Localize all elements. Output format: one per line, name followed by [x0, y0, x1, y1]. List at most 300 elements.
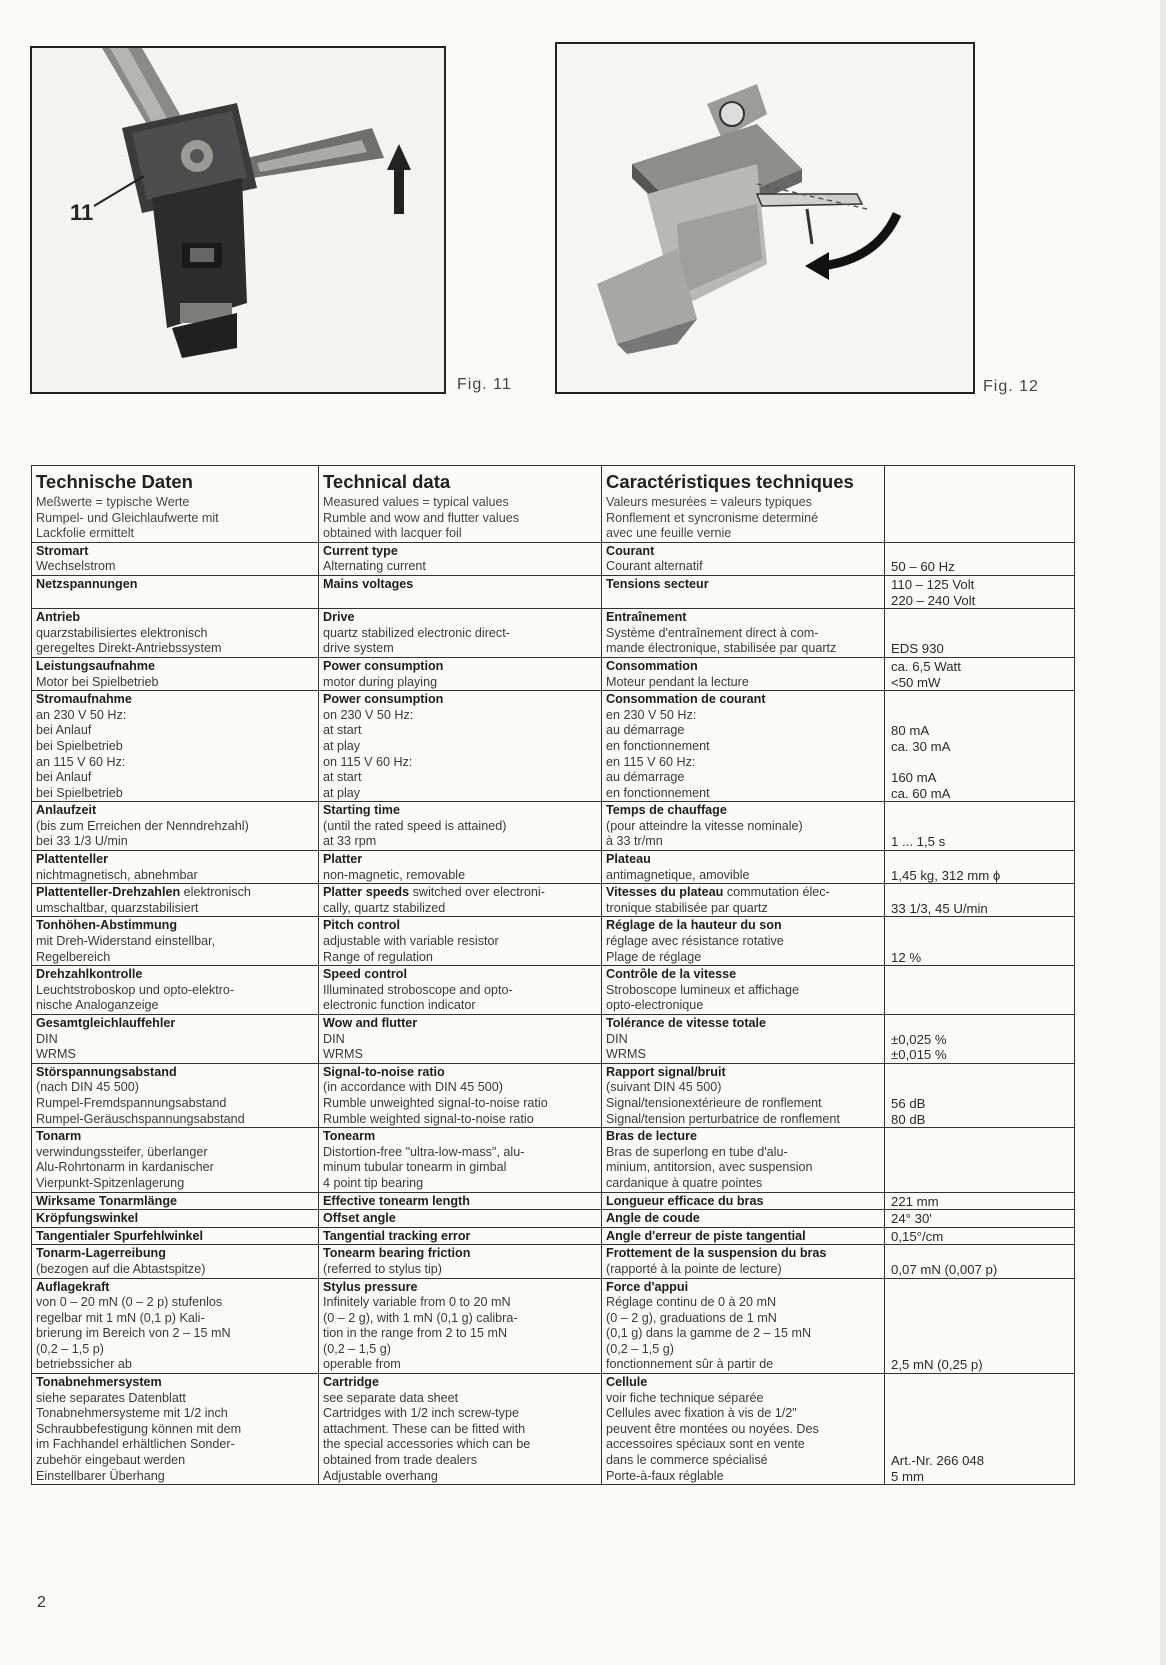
spec-line: quarzstabilisiertes elektronisch: [36, 625, 208, 640]
spec-line: Réglage continu de 0 à 20 mN: [606, 1295, 777, 1310]
spec-title: Wirksame Tonarmlänge: [36, 1193, 178, 1208]
spec-line: Plage de réglage: [606, 949, 702, 964]
spec-title: Tonarm: [36, 1129, 82, 1144]
spec-value: 1,45 kg, 312 mm ϕ: [891, 867, 1001, 883]
spec-title: Antrieb: [36, 610, 81, 625]
spec-line: an 115 V 60 Hz:: [36, 754, 126, 769]
spec-cell-en: [319, 884, 602, 917]
spec-line: dans le commerce spécialisé: [606, 1453, 768, 1468]
spec-line: cally, quartz stabilized: [323, 900, 446, 915]
spec-line: (0,1 g) dans la gamme de 2 – 15 mN: [606, 1326, 812, 1341]
spec-title: Current type: [323, 543, 398, 558]
spec-value: 110 – 125 Volt: [891, 576, 975, 592]
spec-line: (0 – 2 g), graduations de 1 mN: [606, 1310, 777, 1325]
spec-title: Power consumption: [323, 658, 444, 673]
spec-value-cell: [885, 851, 1075, 884]
spec-cell-de: [32, 691, 319, 802]
spec-title: Stylus pressure: [323, 1279, 418, 1294]
spec-value-cell: [885, 575, 1075, 608]
spec-line: brierung im Bereich von 2 – 15 mN: [36, 1326, 231, 1341]
spec-title: Platter: [323, 852, 363, 867]
spec-line: en fonctionnement: [606, 738, 710, 753]
spec-line: (bezogen auf die Abtastspitze): [36, 1261, 206, 1276]
spec-cell-fr: [602, 691, 885, 802]
header-sub-line: Lackfolie ermittelt: [36, 526, 134, 541]
header-german: [32, 466, 319, 543]
spec-title: Frottement de la suspension du bras: [606, 1246, 827, 1261]
spec-line: non-magnetic, removable: [323, 867, 466, 882]
spec-value: 2,5 mN (0,25 p): [891, 1357, 983, 1373]
spec-title: Drehzahlkontrolle: [36, 967, 143, 982]
spec-line: Distortion-free "ultra-low-mass", alu-: [323, 1144, 525, 1159]
figure-11-callout: 11: [70, 200, 94, 225]
spec-line: Adjustable overhang: [323, 1468, 438, 1483]
spec-title: Auflagekraft: [36, 1279, 110, 1294]
header-sub-line: Ronflement et syncronisme determiné: [606, 510, 819, 525]
spec-cell-fr: [602, 1227, 885, 1245]
spec-cell-en: [319, 1278, 602, 1374]
spec-value-cell: [885, 966, 1075, 1015]
table-row: [32, 1374, 1075, 1485]
spec-value-cell: [885, 1015, 1075, 1064]
spec-value: 80 dB: [891, 1111, 926, 1127]
spec-line: Wechselstrom: [36, 559, 116, 574]
spec-cell-en: [319, 691, 602, 802]
spec-line: Infinitely variable from 0 to 20 mN: [323, 1295, 511, 1310]
spec-cell-fr: [602, 884, 885, 917]
spec-title-tail: elektronisch: [180, 885, 251, 900]
figure-11-caption: Fig. 11: [457, 376, 512, 393]
spec-line: adjustable with variable resistor: [323, 934, 499, 949]
spec-value-cell: [885, 1128, 1075, 1192]
spec-line: tion in the range from 2 to 15 mN: [323, 1326, 508, 1341]
spec-cell-de: [32, 609, 319, 658]
spec-cell-de: [32, 1227, 319, 1245]
spec-cell-fr: [602, 1192, 885, 1210]
spec-line: quartz stabilized electronic direct-: [323, 625, 510, 640]
spec-line: im Fachhandel erhältlichen Sonder-: [36, 1437, 235, 1452]
header-sub-line: obtained with lacquer foil: [323, 526, 462, 541]
spec-cell-de: [32, 542, 319, 575]
table-row: [32, 802, 1075, 851]
spec-line: Bras de superlong en tube d'alu-: [606, 1144, 788, 1159]
spec-line: accessoires spéciaux sont en vente: [606, 1437, 805, 1452]
spec-line: attachment. These can be fitted with: [323, 1421, 526, 1436]
spec-line: at start: [323, 723, 362, 738]
spec-title: Angle de coude: [606, 1211, 700, 1226]
spec-line: at play: [323, 785, 361, 800]
technical-data-table: [31, 465, 1075, 1485]
header-values: [885, 466, 1075, 543]
spec-title: Tangentialer Spurfehlwinkel: [36, 1228, 204, 1243]
spec-cell-en: [319, 1063, 602, 1127]
spec-line: on 230 V 50 Hz:: [323, 707, 414, 722]
spec-title: Power consumption: [323, 692, 444, 707]
spec-line: Schraubbefestigung können mit dem: [36, 1421, 242, 1436]
spec-line: WRMS: [606, 1047, 646, 1062]
spec-line: nichtmagnetisch, abnehmbar: [36, 867, 198, 882]
spec-line: bei Spielbetrieb: [36, 738, 123, 753]
spec-cell-fr: [602, 542, 885, 575]
spec-cell-de: [32, 1063, 319, 1127]
spec-value-cell: [885, 1210, 1075, 1228]
spec-title: Plattenteller: [36, 852, 109, 867]
spec-cell-fr: [602, 1015, 885, 1064]
spec-line: (0,2 – 1,5 p): [36, 1341, 104, 1356]
spec-line: en fonctionnement: [606, 785, 710, 800]
spec-title: Pitch control: [323, 918, 400, 933]
table-row: [32, 1227, 1075, 1245]
spec-title-bold: Plattenteller-Drehzahlen: [36, 885, 181, 900]
spec-title: Courant: [606, 543, 655, 558]
spec-line: voir fiche technique séparée: [606, 1390, 764, 1405]
spec-line: Einstellbarer Überhang: [36, 1468, 165, 1483]
spec-line: nische Analoganzeige: [36, 998, 159, 1013]
spec-line: Signal/tension perturbatrice de ronflement: [606, 1111, 840, 1126]
spec-cell-en: [319, 1227, 602, 1245]
spec-title: Consommation de courant: [606, 692, 766, 707]
spec-title: [36, 885, 315, 901]
spec-line: the special accessories which can be: [323, 1437, 531, 1452]
spec-line: at 33 rpm: [323, 834, 377, 849]
spec-line: bei 33 1/3 U/min: [36, 834, 128, 849]
spec-cell-de: [32, 657, 319, 690]
spec-value-cell: [885, 1192, 1075, 1210]
spec-line: à 33 tr/mn: [606, 834, 663, 849]
spec-line: (pour atteindre la vitesse nominale): [606, 818, 803, 833]
spec-line: see separate data sheet: [323, 1390, 459, 1405]
spec-value: Art.-Nr. 266 048: [891, 1453, 985, 1469]
header-sub-line: Rumble and wow and flutter values: [323, 510, 520, 525]
spec-value: 0,15°/cm: [891, 1228, 944, 1244]
spec-title: Tangential tracking error: [323, 1228, 471, 1243]
spec-line: mande électronique, stabilisée par quartz: [606, 641, 837, 656]
spec-title-tail: switched over electroni-: [409, 885, 545, 900]
spec-title: Tonearm bearing friction: [323, 1246, 471, 1261]
spec-title: Tonabnehmersystem: [36, 1375, 162, 1390]
spec-line: Alu-Rohrtonarm in kardanischer: [36, 1160, 214, 1175]
spec-title: Bras de lecture: [606, 1129, 697, 1144]
spec-title: Kröpfungswinkel: [36, 1211, 139, 1226]
spec-line: motor during playing: [323, 674, 438, 689]
spec-cell-fr: [602, 802, 885, 851]
spec-cell-en: [319, 851, 602, 884]
spec-value: [891, 708, 1071, 724]
spec-cell-en: [319, 609, 602, 658]
spec-cell-en: [319, 575, 602, 608]
spec-cell-en: [319, 542, 602, 575]
table-row: [32, 657, 1075, 690]
spec-value: ca. 6,5 Watt: [891, 658, 961, 674]
spec-title: Störspannungsabstand: [36, 1064, 177, 1079]
scan-edge: [1160, 0, 1166, 1665]
spec-line: en 230 V 50 Hz:: [606, 707, 697, 722]
spec-value-cell: [885, 542, 1075, 575]
spec-title: Signal-to-noise ratio: [323, 1064, 445, 1079]
spec-line: Leuchtstroboskop und opto-elektro-: [36, 982, 235, 997]
spec-cell-fr: [602, 917, 885, 966]
spec-line: Signal/tensionextérieure de ronflement: [606, 1095, 822, 1110]
spec-value: ca. 30 mA: [891, 738, 951, 754]
spec-title: Cellule: [606, 1375, 648, 1390]
table-row: [32, 1015, 1075, 1064]
spec-cell-fr: [602, 966, 885, 1015]
spec-line: on 115 V 60 Hz:: [323, 754, 413, 769]
spec-line: antimagnetique, amovible: [606, 867, 750, 882]
spec-value: 12 %: [891, 949, 922, 965]
spec-title: Mains voltages: [323, 576, 414, 591]
spec-value: 0,07 mN (0,007 p): [891, 1261, 998, 1277]
spec-title: Stromaufnahme: [36, 692, 132, 707]
spec-cell-en: [319, 657, 602, 690]
spec-title: Tolérance de vitesse totale: [606, 1016, 767, 1030]
spec-line: an 230 V 50 Hz:: [36, 707, 127, 722]
spec-cell-en: [319, 1245, 602, 1278]
spec-value: 221 mm: [891, 1193, 939, 1209]
spec-line: zubehör eingebaut werden: [36, 1453, 186, 1468]
spec-value: EDS 930: [891, 641, 944, 657]
spec-line: Rumpel-Fremdspannungsabstand: [36, 1095, 227, 1110]
table-header-row: [32, 466, 1075, 543]
spec-line: opto-electronique: [606, 998, 704, 1013]
spec-cell-de: [32, 1278, 319, 1374]
spec-value-cell: [885, 1245, 1075, 1278]
spec-line: (nach DIN 45 500): [36, 1080, 139, 1095]
spec-line: operable from: [323, 1357, 401, 1372]
spec-line: verwindungssteifer, überlanger: [36, 1144, 208, 1159]
table-row: [32, 917, 1075, 966]
spec-cell-en: [319, 1210, 602, 1228]
spec-line: Moteur pendant la lecture: [606, 674, 749, 689]
spec-value-cell: [885, 691, 1075, 802]
spec-line: réglage avec résistance rotative: [606, 934, 784, 949]
spec-line: minium, antitorsion, avec suspension: [606, 1160, 813, 1175]
spec-cell-fr: [602, 657, 885, 690]
spec-title: Temps de chauffage: [606, 803, 727, 818]
spec-cell-fr: [602, 1278, 885, 1374]
spec-cell-fr: [602, 1210, 885, 1228]
spec-cell-en: [319, 802, 602, 851]
spec-title: Tensions secteur: [606, 576, 709, 591]
spec-cell-de: [32, 802, 319, 851]
spec-line: betriebssicher ab: [36, 1357, 132, 1372]
spec-line: regelbar mit 1 mN (0,1 p) Kali-: [36, 1310, 205, 1325]
spec-value: 1 ... 1,5 s: [891, 834, 946, 850]
spec-line: DIN: [323, 1031, 345, 1046]
table-row: [32, 575, 1075, 608]
spec-title: Offset angle: [323, 1211, 396, 1226]
spec-line: WRMS: [36, 1047, 76, 1062]
table-row: [32, 609, 1075, 658]
spec-value: 24° 30': [891, 1211, 932, 1227]
spec-title: Speed control: [323, 967, 407, 982]
spec-cell-en: [319, 917, 602, 966]
headshell-drawing: [557, 44, 973, 392]
spec-title: Consommation: [606, 658, 698, 673]
spec-title: Stromart: [36, 543, 89, 558]
spec-value-cell: [885, 802, 1075, 851]
spec-line: (suivant DIN 45 500): [606, 1080, 722, 1095]
spec-title: Contrôle de la vitesse: [606, 967, 737, 982]
spec-title: Netzspannungen: [36, 576, 138, 591]
spec-line: Stroboscope lumineux et affichage: [606, 982, 799, 997]
spec-line: cardanique à quatre pointes: [606, 1175, 763, 1190]
spec-cell-en: [319, 1015, 602, 1064]
spec-line: Range of regulation: [323, 949, 433, 964]
spec-line: DIN: [36, 1031, 58, 1046]
spec-line: DIN: [606, 1031, 628, 1046]
spec-line: (bis zum Erreichen der Nenndrehzahl): [36, 818, 249, 833]
table-row: [32, 1278, 1075, 1374]
spec-value: 160 mA: [891, 770, 937, 786]
spec-line: WRMS: [323, 1047, 363, 1062]
spec-cell-fr: [602, 1374, 885, 1485]
spec-line: at play: [323, 738, 361, 753]
spec-title: Réglage de la hauteur du son: [606, 918, 782, 933]
spec-title: Drive: [323, 610, 355, 625]
page-number: 2: [37, 1594, 46, 1611]
spec-cell-fr: [602, 851, 885, 884]
spec-line: Système d'entraînement direct à com-: [606, 625, 819, 640]
spec-value: 5 mm: [891, 1468, 924, 1484]
spec-line: (0,2 – 1,5 g): [323, 1341, 391, 1356]
spec-title: Leistungsaufnahme: [36, 658, 155, 673]
spec-title: Rapport signal/bruit: [606, 1064, 726, 1079]
spec-line: fonctionnement sûr à partir de: [606, 1357, 774, 1372]
spec-cell-fr: [602, 1063, 885, 1127]
spec-title: Starting time: [323, 803, 400, 818]
spec-cell-de: [32, 1210, 319, 1228]
spec-cell-de: [32, 1245, 319, 1278]
figure-12-caption: Fig. 12: [983, 378, 1039, 395]
tonearm-headshell-photo: [32, 48, 444, 392]
header-title-english: Technical data: [323, 471, 451, 492]
spec-line: tronique stabilisée par quartz: [606, 900, 768, 915]
spec-line: Cellules avec fixation à vis de 1/2": [606, 1406, 797, 1421]
spec-value-cell: [885, 1278, 1075, 1374]
spec-line: (0,2 – 1,5 g): [606, 1341, 674, 1356]
spec-value-cell: [885, 1227, 1075, 1245]
spec-title: Cartridge: [323, 1375, 379, 1390]
spec-title: Gesamtgleichlauffehler: [36, 1016, 176, 1030]
spec-cell-de: [32, 851, 319, 884]
spec-value: 33 1/3, 45 U/min: [891, 900, 988, 916]
spec-line: Rumble unweighted signal-to-noise ratio: [323, 1095, 548, 1110]
spec-value: ca. 60 mA: [891, 785, 951, 801]
spec-value: 220 – 240 Volt: [891, 592, 976, 608]
spec-value: ±0,025 %: [891, 1031, 947, 1047]
spec-line: umschaltbar, quarzstabilisiert: [36, 900, 199, 915]
spec-value-cell: [885, 657, 1075, 690]
spec-title: [323, 885, 598, 901]
spec-line: (0 – 2 g), with 1 mN (0,1 g) calibra-: [323, 1310, 518, 1325]
spec-title: Effective tonearm length: [323, 1193, 470, 1208]
spec-line: von 0 – 20 mN (0 – 2 p) stufenlos: [36, 1295, 223, 1310]
table-row: [32, 1245, 1075, 1278]
spec-line: Cartridges with 1/2 inch screw-type: [323, 1406, 519, 1421]
spec-cell-fr: [602, 1128, 885, 1192]
header-title-german: Technische Daten: [36, 471, 193, 492]
spec-cell-de: [32, 1374, 319, 1485]
spec-title: [606, 885, 881, 901]
spec-value-cell: [885, 917, 1075, 966]
table-row: [32, 884, 1075, 917]
spec-cell-de: [32, 1192, 319, 1210]
spec-line: 4 point tip bearing: [323, 1175, 424, 1190]
table-row: [32, 1063, 1075, 1127]
spec-line: mit Dreh-Widerstand einstellbar,: [36, 934, 216, 949]
table-row: [32, 1210, 1075, 1228]
spec-title-bold: Vitesses du plateau: [606, 885, 724, 900]
spec-line: peuvent être montées ou noyées. Des: [606, 1421, 819, 1436]
spec-line: au démarrage: [606, 770, 685, 785]
spec-cell-de: [32, 966, 319, 1015]
spec-cell-en: [319, 1374, 602, 1485]
spec-line: electronic function indicator: [323, 998, 476, 1013]
spec-line: Alternating current: [323, 559, 426, 574]
spec-value: <50 mW: [891, 674, 941, 690]
spec-line: bei Anlauf: [36, 723, 92, 738]
spec-cell-de: [32, 884, 319, 917]
spec-value: 56 dB: [891, 1095, 926, 1111]
spec-title: Tonarm-Lagerreibung: [36, 1246, 166, 1261]
table-row: [32, 851, 1075, 884]
spec-value-cell: [885, 1374, 1075, 1485]
spec-title: Plateau: [606, 852, 651, 867]
spec-line: Regelbereich: [36, 949, 111, 964]
spec-title: Longueur efficace du bras: [606, 1193, 764, 1208]
header-french: [602, 466, 885, 543]
spec-title: Tonearm: [323, 1129, 376, 1144]
table-row: [32, 966, 1075, 1015]
spec-line: Tonabnehmersysteme mit 1/2 inch: [36, 1406, 228, 1421]
spec-cell-en: [319, 1128, 602, 1192]
spec-line: Illuminated stroboscope and opto-: [323, 982, 513, 997]
spec-line: drive system: [323, 641, 394, 656]
spec-title: Entraînement: [606, 610, 687, 625]
header-sub-line: Rumpel- und Gleichlaufwerte mit: [36, 510, 219, 525]
spec-line: Vierpunkt-Spitzenlagerung: [36, 1175, 185, 1190]
spec-line: (referred to stylus tip): [323, 1261, 442, 1276]
header-sub-line: Valeurs mesurées = valeurs typiques: [606, 495, 812, 509]
spec-cell-fr: [602, 609, 885, 658]
table-row: [32, 1192, 1075, 1210]
spec-cell-en: [319, 1192, 602, 1210]
spec-title: Angle d'erreur de piste tangential: [606, 1228, 806, 1243]
spec-title: Tonhöhen-Abstimmung: [36, 918, 178, 933]
table-row: [32, 1128, 1075, 1192]
spec-value-cell: [885, 1063, 1075, 1127]
spec-value: [891, 692, 1071, 708]
spec-cell-en: [319, 966, 602, 1015]
table-row: [32, 542, 1075, 575]
spec-cell-de: [32, 917, 319, 966]
header-english: [319, 466, 602, 543]
spec-line: Rumpel-Geräuschspannungsabstand: [36, 1111, 245, 1126]
spec-line: obtained from trade dealers: [323, 1453, 478, 1468]
figure-12-photo: [555, 42, 975, 394]
spec-line: geregeltes Direkt-Antriebssystem: [36, 641, 222, 656]
spec-line: au démarrage: [606, 723, 685, 738]
spec-value: 50 – 60 Hz: [891, 559, 955, 575]
spec-value-cell: [885, 609, 1075, 658]
spec-title: Anlaufzeit: [36, 803, 97, 818]
spec-value: 80 mA: [891, 723, 930, 739]
spec-title: Force d'appui: [606, 1279, 689, 1294]
spec-line: (in accordance with DIN 45 500): [323, 1080, 503, 1095]
spec-title: Wow and flutter: [323, 1016, 418, 1030]
spec-line: at start: [323, 770, 362, 785]
